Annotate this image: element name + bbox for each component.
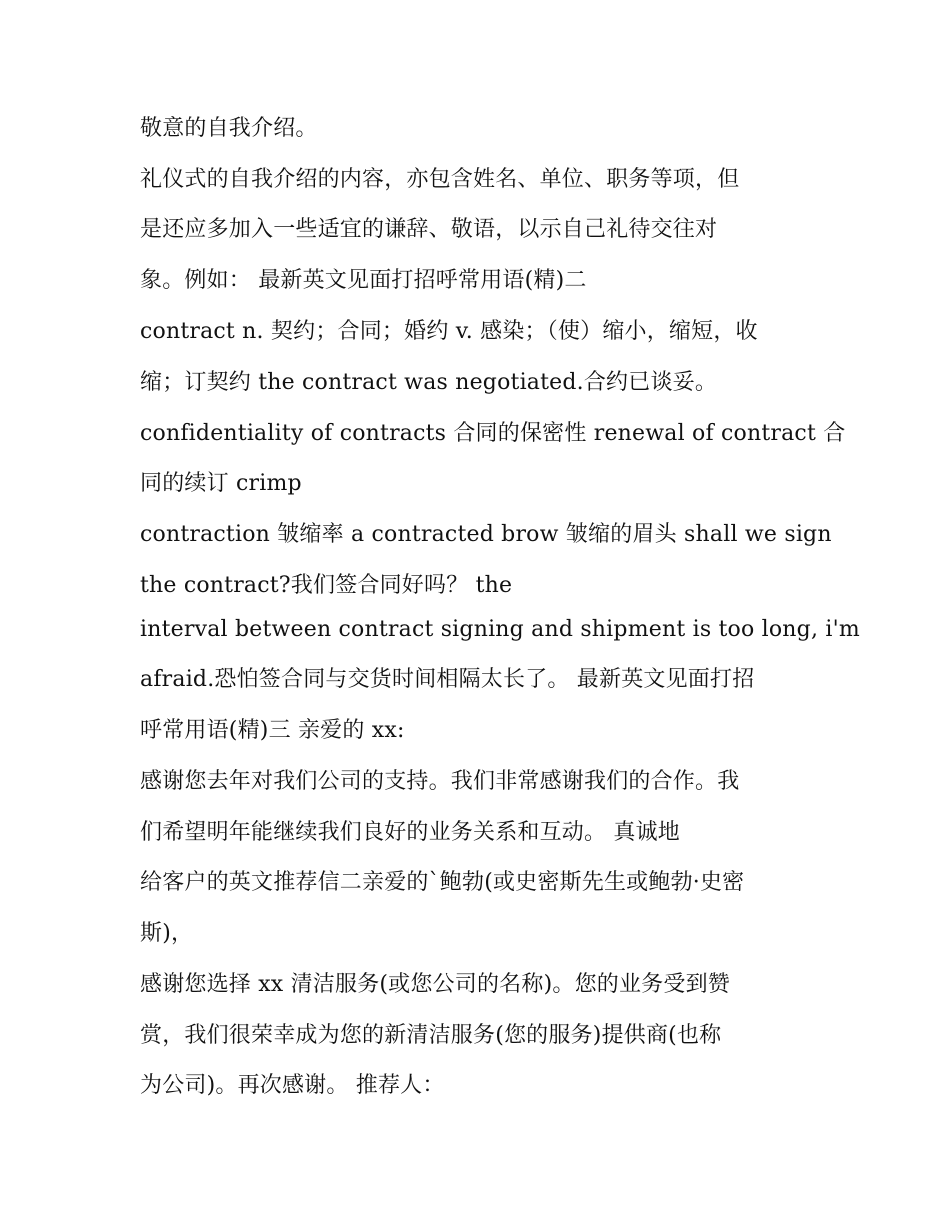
text-line: 们希望明年能继续我们良好的业务关系和互动。 真诚地 xyxy=(140,820,680,845)
text-line: 呼常用语(精)三 亲爱的 xx: xyxy=(140,718,405,743)
text-line: 是还应多加入一些适宜的谦辞、敬语，以示自己礼待交往对 xyxy=(140,217,718,242)
text-line: 同的续订 crimp xyxy=(140,471,302,496)
text-line: 感谢您选择 xx 清洁服务(或您公司的名称)。您的业务受到赞 xyxy=(140,972,730,997)
text-line: 感谢您去年对我们公司的支持。我们非常感谢我们的合作。我 xyxy=(140,769,740,794)
text-line: contraction 皱缩率 a contracted brow 皱缩的眉头 shall we sign xyxy=(140,522,832,547)
text-line: 斯)， xyxy=(140,921,194,946)
text-line: 为公司)。再次感谢。 推荐人： xyxy=(140,1073,445,1098)
text-line: 给客户的英文推荐信二亲爱的`鲍勃(或史密斯先生或鲍勃·史密 xyxy=(140,870,745,895)
text-line: interval between contract signing and shipment is too long, i'm xyxy=(140,617,860,642)
text-line: the contract?我们签合同好吗？ the xyxy=(140,573,513,598)
text-line: 敬意的自我介绍。 xyxy=(140,116,318,141)
text-line: 礼仪式的自我介绍的内容，亦包含姓名、单位、职务等项，但 xyxy=(140,167,740,192)
text-line: contract n. 契约；合同；婚约 v. 感染；（使）缩小，缩短，收 xyxy=(140,319,758,344)
text-line: 象。例如： 最新英文见面打招呼常用语(精)二 xyxy=(140,268,587,293)
text-line: 缩；订契约 the contract was negotiated.合约已谈妥。 xyxy=(140,370,718,395)
text-line: afraid.恐怕签合同与交货时间相隔太长了。 最新英文见面打招 xyxy=(140,667,755,692)
text-line: confidentiality of contracts 合同的保密性 renewal of contract 合 xyxy=(140,421,846,446)
text-line: 赏，我们很荣幸成为您的新清洁服务(您的服务)提供商(也称 xyxy=(140,1023,722,1048)
